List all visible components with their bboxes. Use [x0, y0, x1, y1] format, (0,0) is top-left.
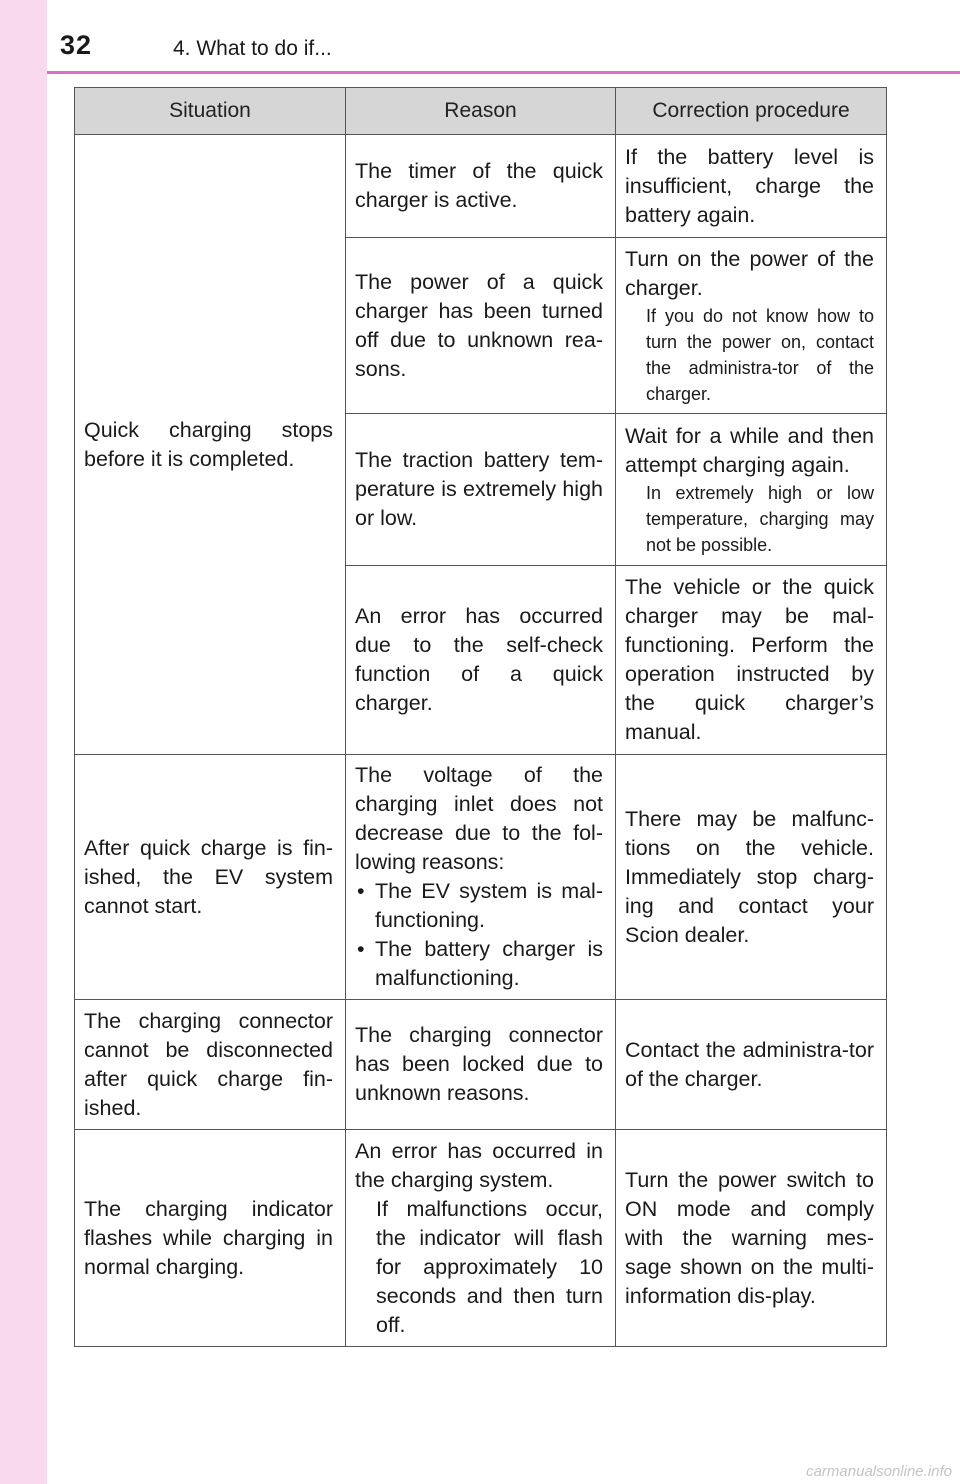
- reason-cell: The charging connector has been locked due to unknown reasons.: [346, 1000, 616, 1130]
- correction-note: In extremely high or low temperature, charging may not be possible.: [646, 482, 874, 555]
- reason-bullet: • The battery charger is malfunctioning.: [355, 935, 603, 993]
- troubleshooting-table: [74, 87, 887, 1347]
- correction-text: Wait for a while and then attempt charging again.: [625, 423, 874, 477]
- reason-cell: An error has occurred due to the self-check function of a quick charger.: [346, 566, 616, 755]
- table-row: [75, 1130, 887, 1347]
- reason-cell: The traction battery tem-perature is extremely high or low.: [346, 414, 616, 566]
- table-row: [75, 135, 887, 238]
- situation-cell: Quick charging stops before it is completed.: [75, 135, 346, 755]
- header-rule: [47, 71, 960, 74]
- table-header-row: [75, 88, 887, 135]
- reason-text: The voltage of the charging inlet does not decrease due to the fol-lowing reasons:: [355, 763, 603, 874]
- correction-cell: Turn the power switch to ON mode and comply with the warning mes-sage shown on the multi-information dis-play.: [616, 1130, 887, 1347]
- column-header-reason: Reason: [346, 88, 616, 135]
- correction-cell: [616, 414, 887, 566]
- watermark-text: carmanualsonline.info: [806, 1463, 952, 1480]
- situation-cell: After quick charge is fin-ished, the EV system cannot start.: [75, 755, 346, 1000]
- column-header-correction: Correction procedure: [616, 88, 887, 135]
- correction-cell: Contact the administra-tor of the charger.: [616, 1000, 887, 1130]
- correction-cell: [616, 238, 887, 414]
- table-row: [75, 1000, 887, 1130]
- reason-text: An error has occurred in the charging system.: [355, 1138, 603, 1192]
- section-title: 4. What to do if...: [173, 37, 332, 60]
- reason-cell: The timer of the quick charger is active.: [346, 135, 616, 238]
- situation-cell: The charging connector cannot be disconnected after quick charge fin-ished.: [75, 1000, 346, 1130]
- correction-cell: If the battery level is insufficient, charge the battery again.: [616, 135, 887, 238]
- correction-note: If you do not know how to turn the power on, contact the administra-tor of the charger.: [646, 305, 874, 404]
- correction-cell: The vehicle or the quick charger may be mal-functioning. Perform the operation instructed by the quick charger’s manual.: [616, 566, 887, 755]
- correction-text: Turn on the power of the charger.: [625, 246, 874, 300]
- reason-cell: The power of a quick charger has been turned off due to unknown rea-sons.: [346, 238, 616, 414]
- reason-bullet-list: [355, 877, 603, 993]
- situation-cell: The charging indicator flashes while charging in normal charging.: [75, 1130, 346, 1347]
- side-tab-band: [0, 0, 47, 1484]
- reason-cell: [346, 1130, 616, 1347]
- table-row: [75, 755, 887, 1000]
- correction-cell: There may be malfunc-tions on the vehicle. Immediately stop charg-ing and contact your Scion dealer.: [616, 755, 887, 1000]
- reason-cell: [346, 755, 616, 1000]
- page-number: 32: [60, 30, 93, 60]
- reason-bullet: • The EV system is mal-functioning.: [355, 877, 603, 935]
- column-header-situation: Situation: [75, 88, 346, 135]
- reason-note: If malfunctions occur, the indicator will flash for approximately 10 seconds and then turn off.: [376, 1196, 603, 1337]
